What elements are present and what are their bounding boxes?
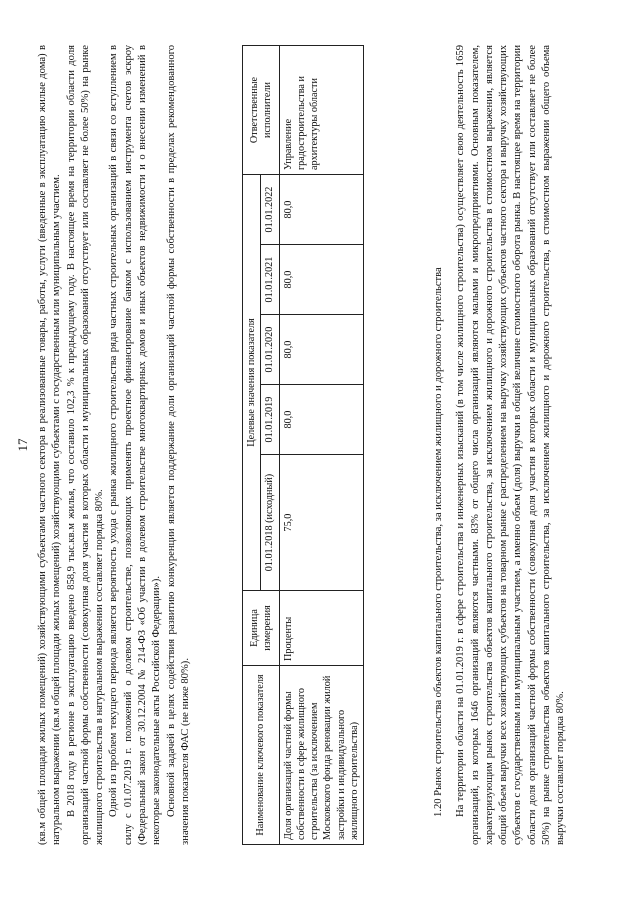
header-year: 01.01.2022: [261, 175, 279, 245]
paragraph-housing-2018: В 2018 году в регионе в эксплуатацию введено 858,9 тыс.кв.м жилья, что составило 102,3 % к предыдущему году. В настоящее время на территории области доля организаций частной формы собственности (совокупная доля участия в которых области и муниципальных образований отсутствует или составляет не более 50%) на рынке жилищного строительства в натуральном выражении составляет порядка 80%.: [65, 45, 106, 845]
cell-unit: Проценты: [279, 591, 364, 666]
cell-indicator: Доля организаций частной формы собственности в сфере жилищного строительства (за исключением Московского фонда реновации жилой застройки и индивидуального жилищного строительства): [279, 666, 364, 845]
header-year: 01.01.2018 (исходный): [261, 455, 279, 591]
header-year: 01.01.2020: [261, 315, 279, 385]
cell-value: 80,0: [279, 245, 364, 315]
table-row: [279, 46, 364, 845]
page-number: 17: [15, 438, 30, 452]
section-1-20: [432, 45, 569, 845]
header-indicator: Наименование ключевого показателя: [243, 666, 280, 845]
cell-responsible: Управление градостроительства и архитектуры области: [279, 46, 364, 175]
header-unit: Единица измерения: [243, 591, 280, 666]
paragraph-construction-market: На территории области на 01.01.2019 г. в сфере строительства и инженерных изысканий (в том числе жилищного строительства) осуществляет свою деятельность 1659 организаций, из которых 1646 организаций являются частными. 83% от общего числа организаций являются малыми и микропредприятиями. Основным показателем, характеризующим рынок строительства объектов капитального строительства, за исключением жилищного и дорожного строительства в стоимостном выражении, является общий объем выручки всех хозяйствующих субъектов на товарном рынке с распределением на выручку хозяйствующих субъектов частного сектора и выручку хозяйствующих субъектов с государственным или муниципальным участием, а именно объем (доля) выручки в общей величине стоимостного оборота рынка. В настоящее время на территории области доля организаций частной формы собственности (совокупная доля участия в которых области и муниципальных образований отсутствует или составляет не более 50%) на рынке строительства объектов капитального строительства, за исключением жилищного и дорожного строительства, в стоимостном выражении общего объема выручки составляет порядка 80%.: [455, 45, 567, 845]
cell-value: 80,0: [279, 385, 364, 455]
header-year: 01.01.2019: [261, 385, 279, 455]
cell-value: 80,0: [279, 315, 364, 385]
intro-text: [36, 45, 193, 845]
header-year: 01.01.2021: [261, 245, 279, 315]
paragraph-continuation: (кв.м общей площади жилых помещений) хозяйствующими субъектами частного сектора в реализованные товары, работы, услуги (введенные в эксплуатацию жилые дома) в натуральном выражении (кв.м общей площади жилых помещений) хозяйствующими субъектами с государственным или муниципальным участием.: [37, 45, 63, 845]
header-responsible: Ответственные исполнители: [243, 46, 280, 175]
cell-value: 75,0: [279, 455, 364, 591]
header-targets: Целевые значения показателя: [243, 175, 261, 591]
indicator-table: [242, 45, 364, 845]
section-title: 1.20 Рынок строительства объектов капитального строительства, за исключением жилищного и дорожного строительства: [433, 267, 444, 817]
paragraph-main-task: Основной задачей в целях содействия развитию конкуренции является поддержание доли организаций частной формы собственности в пределах рекомендованного значения показателя ФАС (не ниже 80%).: [165, 45, 191, 845]
document-body: [14, 45, 626, 845]
indicator-table-wrap: [242, 45, 364, 845]
cell-value: 80,0: [279, 175, 364, 245]
paragraph-problem: Одной из проблем текущего периода является вероятность ухода с рынка жилищного строительства ряда частных строительных организаций в связи со вступлением в силу с 01.07.2019 г. положений о долевом строительстве, позволяющих применять проектное финансирование банком с использованием инструмента счетов эскроу (Федеральный закон от 30.12.2004 № 214-ФЗ «Об участии в долевом строительстве многоквартирных домов и иных объектов недвижимости и о внесении изменений в некоторые законодательные акты Российской Федерации»).: [108, 45, 163, 845]
